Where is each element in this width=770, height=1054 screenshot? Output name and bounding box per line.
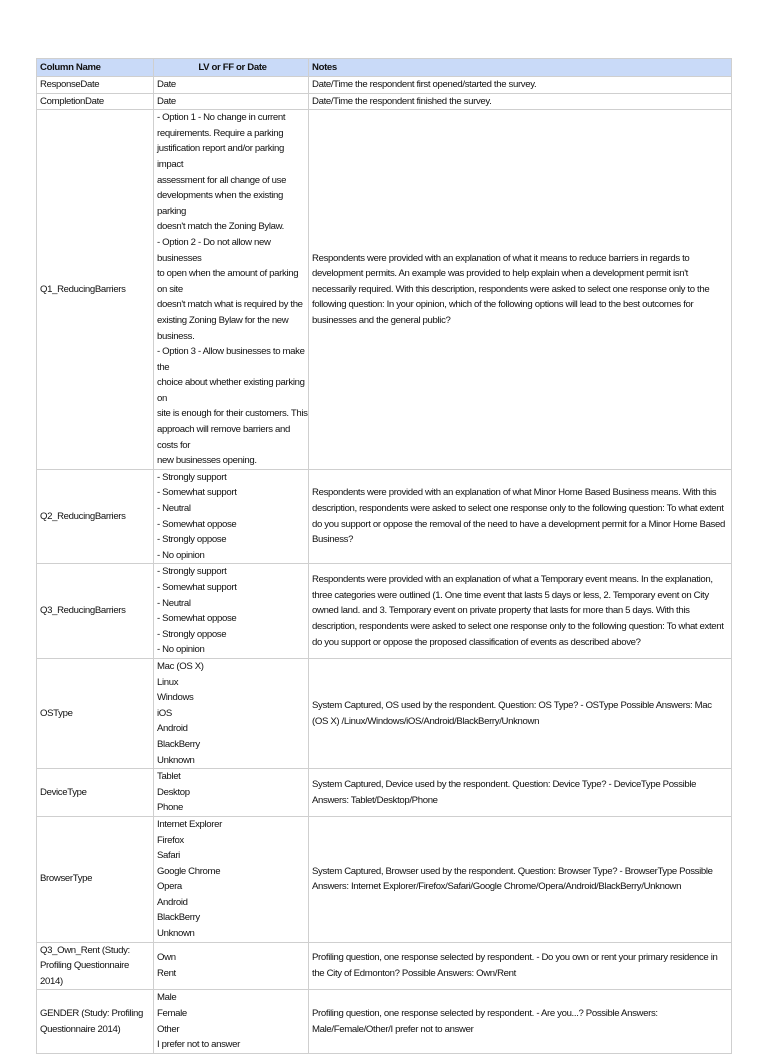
notes-cell xyxy=(309,990,732,1053)
value-type-cell xyxy=(154,77,309,94)
header-lv-ff-date: LV or FF or Date xyxy=(154,59,309,77)
column-name-cell: ResponseDate xyxy=(37,77,154,94)
value-option: doesn't match what is required by the xyxy=(157,299,303,311)
notes-cell xyxy=(309,769,732,817)
value-option: Other xyxy=(157,1023,180,1035)
value-option: new businesses opening. xyxy=(157,455,257,467)
value-type-cell xyxy=(154,93,309,110)
value-option: - Neutral xyxy=(157,597,191,609)
value-option: Windows xyxy=(157,692,194,704)
column-name-cell: Q3_ReducingBarriers xyxy=(37,564,154,659)
column-name-cell: Q1_ReducingBarriers xyxy=(37,110,154,470)
table-row xyxy=(37,564,732,659)
value-type-cell xyxy=(154,816,309,942)
value-option: Safari xyxy=(157,850,180,862)
table-row xyxy=(37,942,732,990)
value-option: Male xyxy=(157,992,177,1004)
value-option: business. xyxy=(157,330,195,342)
value-option: Own xyxy=(157,952,176,964)
value-option: - Option 1 - No change in current xyxy=(157,112,286,124)
notes-text: System Captured, Browser used by the respondent. Question: Browser Type? - BrowserType Possible Answers: Internet Explorer/Firefox/Safari/Google Chrome/Opera/Android/BlackBerry/Unknown xyxy=(312,865,713,893)
value-option: Mac (OS X) xyxy=(157,660,204,672)
notes-cell xyxy=(309,658,732,768)
value-option: Unknown xyxy=(157,754,195,766)
value-option: requirements. Require a parking xyxy=(157,127,284,139)
notes-cell xyxy=(309,816,732,942)
table-row xyxy=(37,77,732,94)
value-type-cell xyxy=(154,769,309,817)
value-option: Unknown xyxy=(157,928,195,940)
spreadsheet xyxy=(36,58,731,1054)
value-option: Date xyxy=(157,79,176,90)
notes-text: Profiling question, one response selected by respondent. - Do you own or rent your primary residence in the City of Edmonton? Possible Answers: Own/Rent xyxy=(312,952,718,980)
column-name-cell: DeviceType xyxy=(37,769,154,817)
column-name-cell: BrowserType xyxy=(37,816,154,942)
value-option: justification report and/or parking impact xyxy=(157,143,287,170)
column-definitions-table xyxy=(36,58,732,1054)
notes-text: Respondents were provided with an explanation of what a Temporary event means. In the explanation, three categories were outlined (1. One time event that lasts 5 days or less, 2. Temporary event on City owned land. and 3. Temporary event on private property that lasts for more than 5 days. With this description, respondents were asked to select one response only to the following question: To what extent do you support or oppose the proposed classification of events as described above? xyxy=(312,574,724,648)
value-option: - Somewhat support xyxy=(157,582,237,593)
value-option: Internet Explorer xyxy=(157,818,222,830)
value-option: Android xyxy=(157,896,188,908)
notes-cell xyxy=(309,564,732,659)
notes-text: Respondents were provided with an explanation of what Minor Home Based Business means. With this description, respondents were asked to select one response only to the following question: To what extent do you support or oppose the removal of the need to have a development permit for a Minor Home Based Business? xyxy=(312,487,725,546)
column-name-cell: GENDER (Study: Profiling Questionnaire 2014) xyxy=(37,990,154,1053)
value-option: - No opinion xyxy=(157,644,205,656)
value-option: to open when the amount of parking on site xyxy=(157,268,301,295)
notes-text: Respondents were provided with an explanation of what it means to reduce barriers in regards to development permits. An example was provided to help explain when a development permit isn't necessarily required. With this description, respondents were asked to select one response only to the following question: In your opinion, which of the following options will lead to the best outcomes for businesses and the general public? xyxy=(312,252,710,326)
value-option: - Strongly support xyxy=(157,471,227,483)
column-name-cell: Q3_Own_Rent (Study: Profiling Questionnaire 2014) xyxy=(37,942,154,990)
header-notes: Notes xyxy=(309,59,732,77)
value-option: approach will remove barriers and costs for xyxy=(157,424,293,451)
header-column-name: Column Name xyxy=(37,59,154,77)
header-row xyxy=(37,59,732,77)
value-option: Female xyxy=(157,1008,187,1020)
value-option: - No opinion xyxy=(157,549,205,561)
value-option: BlackBerry xyxy=(157,738,200,750)
value-option: - Strongly support xyxy=(157,566,227,578)
value-type-cell xyxy=(154,990,309,1053)
notes-text: Date/Time the respondent finished the survey. xyxy=(312,95,492,107)
value-option: - Strongly oppose xyxy=(157,534,227,546)
value-option: - Somewhat oppose xyxy=(157,613,237,625)
value-option: I prefer not to answer xyxy=(157,1039,240,1051)
value-option: Google Chrome xyxy=(157,865,221,877)
value-option: Rent xyxy=(157,968,176,980)
column-name-cell: OSType xyxy=(37,658,154,768)
value-option: - Strongly oppose xyxy=(157,628,227,640)
notes-cell xyxy=(309,110,732,470)
value-option: developments when the existing parking xyxy=(157,190,286,217)
notes-text: Date/Time the respondent first opened/started the survey. xyxy=(312,79,537,90)
value-option: BlackBerry xyxy=(157,912,200,924)
value-option: Android xyxy=(157,723,188,735)
value-type-cell xyxy=(154,564,309,659)
value-type-cell xyxy=(154,658,309,768)
value-option: choice about whether existing parking on xyxy=(157,377,307,404)
value-option: doesn't match the Zoning Bylaw. xyxy=(157,221,284,233)
value-option: Firefox xyxy=(157,834,184,846)
notes-text: System Captured, Device used by the respondent. Question: Device Type? - DeviceType Possible Answers: Tablet/Desktop/Phone xyxy=(312,778,697,806)
value-option: assessment for all change of use xyxy=(157,174,287,186)
table-row xyxy=(37,816,732,942)
value-type-cell xyxy=(154,469,309,564)
table-row xyxy=(37,110,732,470)
notes-cell xyxy=(309,93,732,110)
value-type-cell xyxy=(154,942,309,990)
notes-text: System Captured, OS used by the respondent. Question: OS Type? - OSType Possible Answers: Mac (OS X) /Linux/Windows/iOS/Android/BlackBerry/Unknown xyxy=(312,699,712,727)
value-option: Date xyxy=(157,95,176,107)
table-row xyxy=(37,93,732,110)
table-row xyxy=(37,469,732,564)
notes-cell xyxy=(309,942,732,990)
value-option: - Option 2 - Do not allow new businesses xyxy=(157,236,273,264)
column-name-cell: CompletionDate xyxy=(37,93,154,110)
notes-cell xyxy=(309,469,732,564)
value-option: Phone xyxy=(157,802,183,814)
notes-cell xyxy=(309,77,732,94)
table-row xyxy=(37,658,732,768)
value-option: Desktop xyxy=(157,786,190,798)
value-option: Opera xyxy=(157,881,182,893)
notes-text: Profiling question, one response selected by respondent. - Are you...? Possible Answers: Male/Female/Other/I prefer not to answer xyxy=(312,1008,658,1035)
value-option: iOS xyxy=(157,707,172,719)
value-option: site is enough for their customers. This xyxy=(157,408,308,420)
value-option: - Somewhat oppose xyxy=(157,518,237,530)
table-row xyxy=(37,990,732,1053)
value-option: Linux xyxy=(157,676,179,688)
value-option: - Option 3 - Allow businesses to make the xyxy=(157,346,307,373)
value-option: Tablet xyxy=(157,771,181,783)
column-name-cell: Q2_ReducingBarriers xyxy=(37,469,154,564)
value-option: - Neutral xyxy=(157,503,191,515)
value-type-cell xyxy=(154,110,309,470)
value-option: existing Zoning Bylaw for the new xyxy=(157,314,289,326)
table-row xyxy=(37,769,732,817)
value-option: - Somewhat support xyxy=(157,487,237,499)
